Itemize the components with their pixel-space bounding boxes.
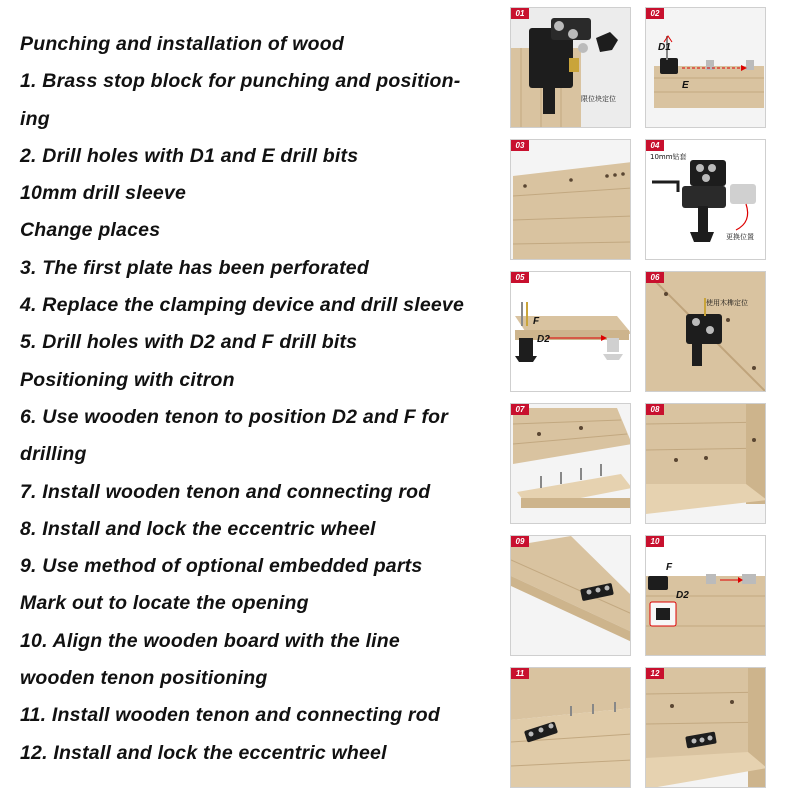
- instruction-line: 6. Use wooden tenon to position D2 and F for: [20, 405, 449, 428]
- step-panel-02: [645, 7, 766, 128]
- step-badge: 05: [511, 272, 529, 283]
- step-badge: 12: [646, 668, 664, 679]
- step-badge: 04: [646, 140, 664, 151]
- doweling-jig-brass-stop-icon: [511, 8, 631, 128]
- instruction-line: ing: [20, 107, 50, 130]
- align-board-line-icon: [646, 536, 766, 656]
- label-f: F: [533, 316, 540, 327]
- step-panel-12: [645, 667, 766, 788]
- instruction-line: 2. Drill holes with D1 and E drill bits: [20, 144, 359, 167]
- instruction-line: 7. Install wooden tenon and connecting rod: [20, 480, 431, 503]
- instruction-line: Change places: [20, 219, 161, 242]
- step-panel-09: [510, 535, 631, 656]
- eccentric-wheel-final-icon: [646, 668, 766, 788]
- instruction-line: 3. The first plate has been perforated: [20, 256, 369, 279]
- step-badge: 03: [511, 140, 529, 151]
- drill-board-edge-icon: [646, 8, 766, 128]
- step-badge: 08: [646, 404, 664, 415]
- instruction-line: Mark out to locate the opening: [20, 592, 309, 615]
- instruction-line: wooden tenon positioning: [20, 667, 268, 690]
- label-e: E: [682, 80, 689, 91]
- step-panel-01: [510, 7, 631, 128]
- instructions-title: Punching and installation of wood: [20, 33, 344, 55]
- label-f: F: [666, 562, 673, 573]
- step-panel-08: [645, 403, 766, 524]
- instruction-line: Positioning with citron: [20, 368, 235, 391]
- step-panel-07: [510, 403, 631, 524]
- instruction-line: 12. Install and lock the eccentric wheel: [20, 741, 387, 764]
- panel-caption: 更换位置: [726, 233, 754, 241]
- instruction-line: 1. Brass stop block for punching and position-: [20, 70, 461, 93]
- step-panel-05: [510, 271, 631, 392]
- step-panel-10: [645, 535, 766, 656]
- tenon-positioning-icon: [646, 272, 766, 392]
- drill-board-face-icon: [511, 272, 631, 392]
- eccentric-wheel-lock-icon: [646, 404, 766, 524]
- instruction-line: 5. Drill holes with D2 and F drill bits: [20, 331, 358, 354]
- instruction-line: 4. Replace the clamping device and drill sleeve: [20, 294, 464, 317]
- instruction-line: 10mm drill sleeve: [20, 182, 186, 205]
- step-badge: 09: [511, 536, 529, 547]
- step-panel-04: [645, 139, 766, 260]
- instruction-line: 9. Use method of optional embedded parts: [20, 555, 423, 578]
- step-badge: 06: [646, 272, 664, 283]
- label-d2: D2: [537, 334, 550, 345]
- instruction-line: 8. Install and lock the eccentric wheel: [20, 517, 376, 540]
- step-badge: 02: [646, 8, 664, 19]
- instructions-list: [20, 28, 490, 774]
- step-badge: 10: [646, 536, 664, 547]
- instruction-line: drilling: [20, 443, 87, 466]
- panel-caption: 使用木榫定位: [706, 299, 748, 307]
- tenon-rod-install-icon: [511, 668, 631, 788]
- embedded-parts-icon: [511, 536, 631, 656]
- step-badge: 11: [511, 668, 529, 679]
- panel-caption: 10mm钻套: [650, 153, 687, 161]
- step-panel-06: [645, 271, 766, 392]
- tenon-connecting-rod-icon: [511, 404, 631, 524]
- perforated-board-icon: [511, 140, 631, 260]
- instruction-line: 11. Install wooden tenon and connecting rod: [20, 704, 440, 727]
- step-panel-11: [510, 667, 631, 788]
- step-badge: 01: [511, 8, 529, 19]
- label-d2: D2: [676, 590, 689, 601]
- instruction-line: 10. Align the wooden board with the line: [20, 629, 400, 652]
- step-panel-03: [510, 139, 631, 260]
- label-d1: D1: [658, 42, 671, 53]
- panel-caption: 限位块定位: [581, 95, 616, 103]
- step-badge: 07: [511, 404, 529, 415]
